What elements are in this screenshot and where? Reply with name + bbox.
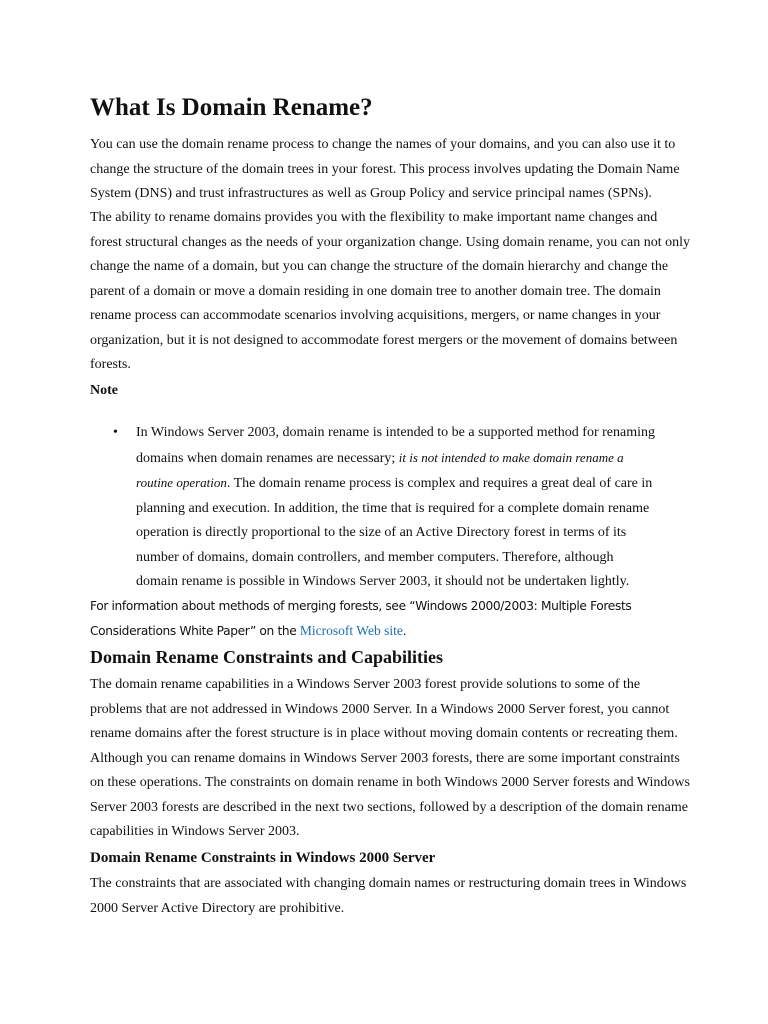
note-bullet-list bbox=[90, 421, 690, 595]
bullet-text-italic: it is not intended to make domain rename a routine operation bbox=[136, 449, 624, 490]
ability-paragraph: The ability to rename domains provides you with the flexibility to make important name changes and forest structural changes as the needs of your organization change. Using domain rename, you can not only change the name of a domain, but you can change the structure of the domain hierarchy and change the parent of a domain or move a domain residing in one domain tree to another domain tree. The domain rename process can accommodate scenarios involving acquisitions, mergers, or name changes in your organization, but it is not designed to accommodate forest mergers or the movement of domains between forests. bbox=[90, 210, 691, 372]
section-paragraph: The domain rename capabilities in a Windows Server 2003 forest provide solutions to some of the problems that are not addressed in Windows 2000 Server. In a Windows 2000 Server forest, you cannot rename domains after the forest structure is in place without moving domain contents or recreating them. Although you can rename domains in Windows Server 2003 forests, there are some important constraints on these operations. The constraints on domain rename in both Windows 2000 Server forests and Windows Server 2003 forests are described in the next two sections, followed by a description of the domain rename capabilities in Windows Server 2003. bbox=[90, 677, 690, 839]
page-title: What Is Domain Rename? bbox=[90, 94, 373, 121]
bullet-text-end: . The domain rename process is complex and requires a great deal of care in planning and execution. In addition, the time that is required for a complete domain rename operation is directly proportional to the size of an Active Directory forest in terms of its number of domains, domain controllers, and member computers. Therefore, although domain rename is possible in Windows Server 2003, it should not be undertaken lightly. bbox=[136, 476, 653, 589]
note-label: Note bbox=[90, 383, 118, 398]
list-item bbox=[90, 421, 656, 595]
info-text-end: . bbox=[402, 622, 407, 638]
microsoft-web-site-link[interactable]: Microsoft Web site bbox=[299, 622, 403, 638]
subsection-paragraph: The constraints that are associated with changing domain names or restructuring domain trees in Windows 2000 Server Active Directory are prohibitive. bbox=[90, 876, 687, 916]
info-paragraph bbox=[90, 594, 690, 643]
info-text-start: For information about methods of merging forests, see “Windows 2000/2003: Multiple Forests Considerations White Paper” on the bbox=[90, 599, 632, 638]
section-heading: Domain Rename Constraints and Capabilities bbox=[90, 647, 444, 667]
bullet-icon: • bbox=[113, 425, 118, 440]
subsection-heading: Domain Rename Constraints in Windows 2000 Server bbox=[90, 850, 436, 866]
intro-paragraph: You can use the domain rename process to change the names of your domains, and you can also use it to change the structure of the domain trees in your forest. This process involves updating the Domain Name System (DNS) and trust infrastructures as well as Group Policy and service principal names (SPNs). bbox=[90, 137, 680, 201]
bullet-text-start: In Windows Server 2003, domain rename is intended to be a supported method for renaming domains when domain renames are necessary; bbox=[136, 425, 655, 466]
